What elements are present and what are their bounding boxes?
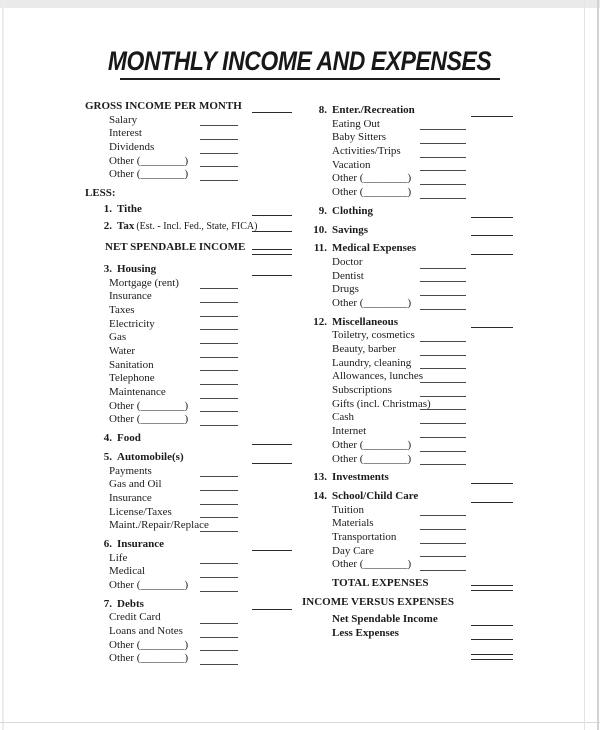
item-label: Savings (332, 223, 369, 236)
fill-in-blank[interactable] (420, 396, 466, 397)
form-sub-item (302, 283, 513, 297)
fill-in-blank[interactable] (420, 309, 466, 310)
fill-in-blank[interactable] (471, 654, 513, 660)
form-sub-item (302, 411, 513, 425)
item-number: 4. (103, 432, 112, 445)
form-sub-item (85, 155, 292, 169)
item-label: Tithe (117, 202, 142, 215)
form-sub-item (85, 652, 292, 666)
fill-in-blank[interactable] (200, 577, 238, 578)
fill-in-blank[interactable] (252, 550, 292, 551)
fill-in-blank[interactable] (420, 368, 466, 369)
form-sub-item (302, 439, 513, 453)
form-line-item (85, 203, 292, 217)
item-label: Dividends (109, 141, 155, 154)
item-label: Other (________) (109, 154, 189, 167)
item-label: Other (________) (109, 638, 189, 651)
item-number: 7. (103, 597, 112, 610)
form-summary-line (302, 627, 513, 641)
page-title-text: MONTHLY INCOME AND EXPENSES (108, 46, 492, 76)
fill-in-blank[interactable] (200, 125, 238, 126)
item-label: Mortgage (rent) (109, 276, 179, 289)
item-label: Housing (117, 262, 157, 275)
form-sub-item (302, 545, 513, 559)
fill-in-blank[interactable] (200, 476, 238, 477)
form-sub-item (85, 372, 292, 386)
form-sub-item (85, 565, 292, 579)
scan-edge-right-inner (584, 0, 585, 730)
item-label: Doctor (332, 255, 363, 268)
form-line-item (302, 205, 513, 219)
fill-in-blank[interactable] (200, 180, 238, 181)
fill-in-blank[interactable] (420, 570, 466, 571)
item-label: Insurance (109, 491, 152, 504)
item-label: Clothing (332, 204, 373, 217)
item-label: Gas and Oil (109, 478, 162, 491)
fill-in-blank[interactable] (420, 451, 466, 452)
item-label: Credit Card (109, 611, 161, 624)
item-label: Gas (109, 331, 127, 344)
form-sub-item (85, 400, 292, 414)
form-sub-item (302, 329, 513, 343)
fill-in-blank[interactable] (420, 423, 466, 424)
form-sub-item (85, 552, 292, 566)
item-number: 13. (313, 471, 327, 484)
fill-in-blank[interactable] (420, 157, 466, 158)
item-label: Drugs (332, 283, 359, 296)
scan-edge-left (2, 0, 4, 730)
right-column (302, 104, 513, 660)
fill-in-blank[interactable] (420, 170, 466, 171)
item-label: Other (________) (332, 452, 412, 465)
item-label: LESS: (85, 187, 116, 200)
fill-in-blank[interactable] (471, 327, 513, 328)
fill-in-blank[interactable] (200, 563, 238, 564)
item-label: Cash (332, 411, 354, 424)
form-sub-item (85, 625, 292, 639)
fill-in-blank[interactable] (420, 341, 466, 342)
item-label: Other (________) (332, 296, 412, 309)
scan-edge-bottom (0, 722, 600, 723)
form-sub-item (302, 504, 513, 518)
form-sub-item (85, 168, 292, 182)
form-sub-item (302, 517, 513, 531)
fill-in-blank[interactable] (252, 444, 292, 445)
form-sub-item (302, 425, 513, 439)
form-line-item (302, 471, 513, 485)
fill-in-blank[interactable] (200, 650, 238, 651)
item-label: Dentist (332, 269, 364, 282)
form-sub-item (85, 114, 292, 128)
form-sub-item (85, 141, 292, 155)
title-underline (120, 78, 500, 80)
form-sub-item (85, 492, 292, 506)
item-label: Other (________) (332, 558, 412, 571)
form-sub-item (85, 506, 292, 520)
item-number: 6. (103, 537, 112, 550)
fill-in-blank[interactable] (200, 302, 238, 303)
item-label: Tax (117, 219, 135, 232)
item-label: Loans and Notes (109, 625, 183, 638)
fill-in-blank[interactable] (200, 384, 238, 385)
form-sub-item (302, 370, 513, 384)
fill-in-blank[interactable] (252, 275, 292, 276)
item-label: Materials (332, 517, 374, 530)
form-sub-item (302, 343, 513, 357)
form-sub-item (302, 384, 513, 398)
fill-in-blank[interactable] (252, 463, 292, 464)
fill-in-blank[interactable] (200, 166, 238, 167)
item-label: Day Care (332, 544, 374, 557)
fill-in-blank[interactable] (200, 398, 238, 399)
fill-in-blank[interactable] (200, 504, 238, 505)
item-label: Medical (109, 565, 146, 578)
item-label: Debts (117, 597, 144, 610)
item-label: GROSS INCOME PER MONTH (85, 100, 242, 112)
fill-in-blank[interactable] (252, 231, 292, 232)
form-sub-item (302, 159, 513, 173)
fill-in-blank[interactable] (200, 329, 238, 330)
fill-in-blank[interactable] (200, 664, 238, 665)
fill-in-blank[interactable] (420, 198, 466, 199)
item-label: Other (________) (332, 172, 412, 185)
item-label: Enter./Recreation (332, 104, 415, 116)
fill-in-blank[interactable] (420, 409, 466, 410)
fill-in-blank[interactable] (471, 585, 513, 591)
item-label: Miscellaneous (332, 315, 398, 328)
fill-in-blank[interactable] (200, 370, 238, 371)
form-sub-item (85, 290, 292, 304)
form-line-item (302, 224, 513, 238)
item-number: 11. (313, 242, 327, 255)
fill-in-blank[interactable] (200, 343, 238, 344)
item-label: Investments (332, 471, 389, 484)
item-label: Other (________) (332, 438, 412, 451)
form-sub-item (85, 127, 292, 141)
form-sub-item (302, 186, 513, 200)
form-sub-item (85, 359, 292, 373)
form-sub-item (302, 297, 513, 311)
item-label: License/Taxes (109, 505, 172, 518)
fill-in-blank[interactable] (471, 217, 513, 218)
fill-in-blank[interactable] (420, 129, 466, 130)
item-label: Maint./Repair/Replace (109, 519, 209, 532)
fill-in-blank[interactable] (420, 184, 466, 185)
form-summary-line (302, 613, 513, 627)
form-sub-item (85, 465, 292, 479)
item-number: 5. (103, 450, 112, 463)
item-label: Salary (109, 113, 138, 126)
item-label: Interest (109, 127, 142, 140)
form-line-item (85, 598, 292, 612)
item-note: (Est. - Incl. Fed., State, FICA) (136, 220, 258, 232)
fill-in-blank[interactable] (200, 288, 238, 289)
item-label: Food (117, 432, 141, 445)
form-sub-item (85, 611, 292, 625)
fill-in-blank[interactable] (200, 517, 238, 518)
fill-in-blank[interactable] (252, 609, 292, 610)
form-sub-item (85, 639, 292, 653)
item-label: School/Child Care (332, 489, 419, 502)
fill-in-blank[interactable] (420, 515, 466, 516)
item-label: Internet (332, 425, 367, 438)
fill-in-blank[interactable] (420, 464, 466, 465)
fill-in-blank[interactable] (420, 556, 466, 557)
form-sub-item (302, 145, 513, 159)
item-label: Life (109, 551, 128, 564)
form-sub-item (302, 531, 513, 545)
form-sub-item (85, 304, 292, 318)
item-number: 1. (103, 202, 112, 215)
fill-in-blank[interactable] (420, 281, 466, 282)
form-section-header (302, 596, 513, 610)
form-section-header (85, 100, 292, 114)
scan-edge-right-outer (597, 0, 599, 730)
item-label: Tuition (332, 503, 365, 516)
fill-in-blank[interactable] (200, 411, 238, 412)
form-line-item (85, 432, 292, 446)
item-number: 2. (103, 219, 112, 232)
fill-in-blank[interactable] (252, 215, 292, 216)
fill-in-blank[interactable] (200, 153, 238, 154)
fill-in-blank[interactable] (420, 143, 466, 144)
item-number: 9. (318, 204, 327, 217)
form-total-rule (302, 647, 513, 661)
fill-in-blank[interactable] (420, 268, 466, 269)
item-label: Less Expenses (332, 627, 399, 640)
item-label: Beauty, barber (332, 343, 397, 355)
form-sub-item (85, 277, 292, 291)
fill-in-blank[interactable] (471, 483, 513, 484)
item-label: Payments (109, 464, 152, 477)
form-section-header (85, 187, 292, 201)
fill-in-blank[interactable] (200, 316, 238, 317)
form-sub-item (85, 331, 292, 345)
form-line-item (302, 104, 513, 118)
form-line-item (85, 538, 292, 552)
item-label: Subscriptions (332, 384, 392, 397)
form-line-item (85, 220, 292, 234)
fill-in-blank[interactable] (420, 355, 466, 356)
form-sub-item (302, 270, 513, 284)
form-sub-item (85, 478, 292, 492)
left-column (85, 100, 292, 666)
item-number: 3. (103, 262, 112, 275)
fill-in-blank[interactable] (200, 425, 238, 426)
item-label: Laundry, cleaning (332, 356, 412, 369)
form-sub-item (302, 558, 513, 572)
item-label: Other (________) (332, 186, 412, 199)
item-label: Maintenance (109, 386, 166, 399)
item-label: Vacation (332, 158, 371, 171)
item-label: Toiletry, cosmetics (332, 329, 415, 342)
form-sub-item (85, 318, 292, 332)
fill-in-blank[interactable] (420, 295, 466, 296)
item-label: Insurance (117, 537, 165, 550)
form-sub-item (85, 519, 292, 533)
item-label: Sanitation (109, 358, 154, 371)
item-label: Transportation (332, 530, 397, 543)
form-sub-item (302, 357, 513, 371)
item-label: Baby Sitters (332, 131, 387, 144)
fill-in-blank[interactable] (252, 249, 292, 255)
form-sub-item (85, 386, 292, 400)
item-label: Electricity (109, 317, 155, 330)
item-label: Other (________) (109, 399, 189, 412)
fill-in-blank[interactable] (200, 591, 238, 592)
fill-in-blank[interactable] (471, 625, 513, 626)
fill-in-blank[interactable] (471, 639, 513, 640)
form-line-item (85, 263, 292, 277)
form-sub-item (85, 345, 292, 359)
item-label: Telephone (109, 372, 155, 385)
fill-in-blank[interactable] (471, 502, 513, 503)
fill-in-blank[interactable] (420, 543, 466, 544)
form-line-item (85, 451, 292, 465)
form-sub-item (302, 172, 513, 186)
item-label: Other (________) (109, 168, 189, 181)
item-label: Water (109, 345, 135, 357)
fill-in-blank[interactable] (200, 139, 238, 140)
form-line-item (302, 316, 513, 330)
item-label: TOTAL EXPENSES (332, 577, 429, 589)
form-sub-item (302, 131, 513, 145)
item-label: Activities/Trips (332, 145, 401, 158)
item-label: Eating Out (332, 117, 380, 130)
item-label: Allowances, lunches (332, 370, 424, 383)
item-label: Other (________) (109, 652, 189, 665)
form-sub-item (85, 413, 292, 427)
form-summary-line (302, 577, 513, 591)
fill-in-blank[interactable] (200, 490, 238, 491)
form-line-item (302, 242, 513, 256)
fill-in-blank[interactable] (471, 116, 513, 117)
scan-edge-top (0, 0, 600, 8)
item-label: Medical Expenses (332, 242, 417, 255)
fill-in-blank[interactable] (420, 529, 466, 530)
fill-in-blank[interactable] (420, 437, 466, 438)
item-label: Net Spendable Income (332, 613, 438, 626)
fill-in-blank[interactable] (471, 254, 513, 255)
fill-in-blank[interactable] (200, 531, 238, 532)
item-label: NET SPENDABLE INCOME (105, 241, 246, 254)
item-label: Other (________) (109, 579, 189, 591)
item-number: 14. (313, 489, 327, 502)
item-label: Taxes (109, 303, 135, 316)
form-sub-item (302, 118, 513, 132)
form-line-item (302, 490, 513, 504)
fill-in-blank[interactable] (200, 357, 238, 358)
item-label: Automobile(s) (117, 450, 184, 463)
fill-in-blank[interactable] (200, 623, 238, 624)
fill-in-blank[interactable] (252, 112, 292, 113)
fill-in-blank[interactable] (471, 235, 513, 236)
form-sub-item (85, 579, 292, 593)
item-label: Insurance (109, 290, 152, 303)
form-sub-item (302, 256, 513, 270)
form-summary-line (85, 241, 292, 255)
item-number: 12. (313, 315, 327, 328)
item-number: 8. (318, 104, 327, 116)
item-number: 10. (313, 223, 327, 236)
page-title (0, 46, 600, 77)
form-sub-item (302, 398, 513, 412)
item-label: INCOME VERSUS EXPENSES (302, 595, 455, 608)
item-label: Gifts (incl. Christmas) (332, 397, 431, 410)
form-sub-item (302, 453, 513, 467)
item-label: Other (________) (109, 413, 189, 426)
fill-in-blank[interactable] (420, 382, 466, 383)
fill-in-blank[interactable] (200, 637, 238, 638)
